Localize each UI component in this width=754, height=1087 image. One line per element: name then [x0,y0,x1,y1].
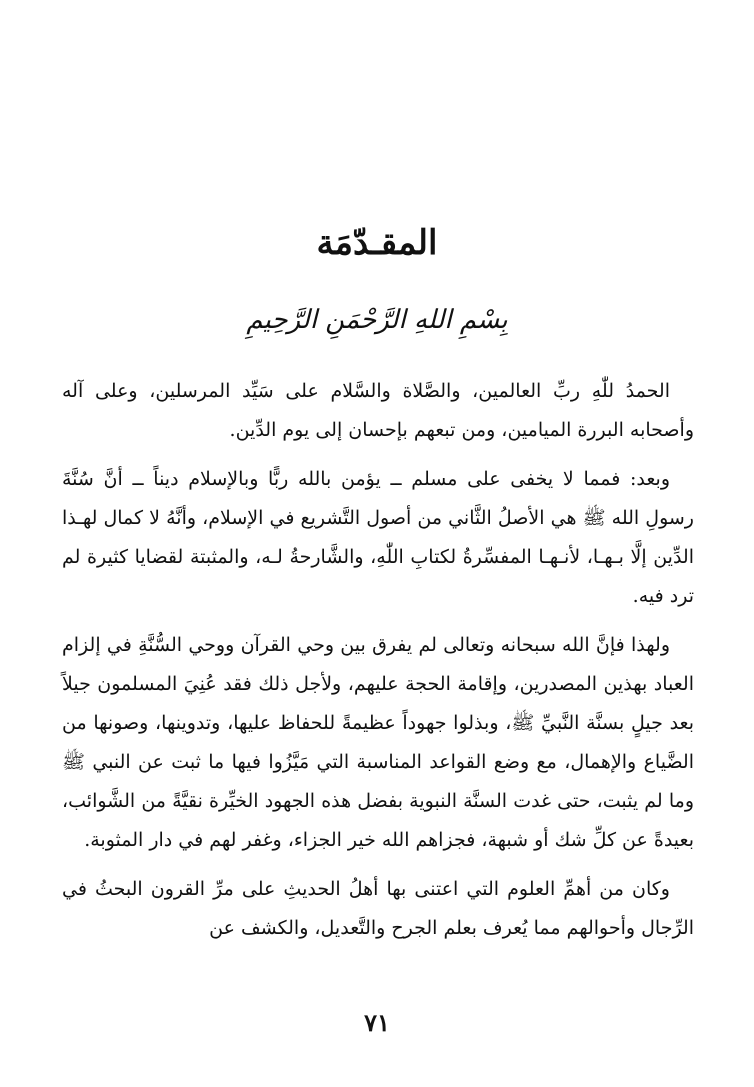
paragraph-praise: الحمدُ للّٰهِ ربِّ العالمين، والصَّلاة والسَّلام على سَيِّد المرسلين، وعلى آله وأصحابه البررة الميامين، ومن تبعهم بإحسان إلى يوم الدِّين. [62,380,694,441]
body-text [62,372,694,958]
basmala-calligraphy: بِسْمِ اللهِ الرَّحْمَنِ الرَّحِيمِ [246,305,508,335]
paragraph-sunnah-importance: وبعد: فمما لا يخفى على مسلم ــ يؤمن بالله ربًّا وبالإسلام ديناً ــ أنَّ سُنَّةَ رسولِ الله ﷺ هي الأصلُ الثَّاني من أصول التَّشريع في الإسلام، وأنَّهُ لا كمال لهـذا الدِّين إلَّا بـهـا، لأنـهـا المفسِّرةُ لكتابِ اللّٰهِ، والشَّارحةُ لـه، والمثبتة لقضايا كثيرة لم ترد فيه. [62,468,694,607]
paragraph-preservation: ولهذا فإنَّ الله سبحانه وتعالى لم يفرق بين وحي القرآن ووحي السُّنَّةِ في إلزام العباد بهذين المصدرين، وإقامة الحجة عليهم، ولأجل ذلك فقد عُنِيَ المسلمون جيلاً بعد جيلٍ بسنَّة النَّبيِّ ﷺ، وبذلوا جهوداً عظيمةً للحفاظ عليها، وتدوينها، وصونها من الضَّياع والإهمال، مع وضع القواعد المناسبة التي مَيَّزُوا فيها ما ثبت عن النبي ﷺ وما لم يثبت، حتى غدت السنَّة النبوية بفضل هذه الجهود الخيِّرة نقيَّةً من الشَّوائب، بعيدةً عن كلِّ شك أو شبهة، فجزاهم الله خير الجزاء، وغفر لهم في دار المثوبة. [62,634,694,851]
paragraph-sciences: وكان من أهمِّ العلوم التي اعتنى بها أهلُ الحديثِ على مرِّ القرون البحثُ في الرِّجال وأحوالهم مما يُعرف بعلم الجرح والتَّعديل، والكشف عن [62,878,694,939]
page-number: ٧١ [364,1008,390,1037]
page-title: المقـدّمَة [316,223,438,263]
